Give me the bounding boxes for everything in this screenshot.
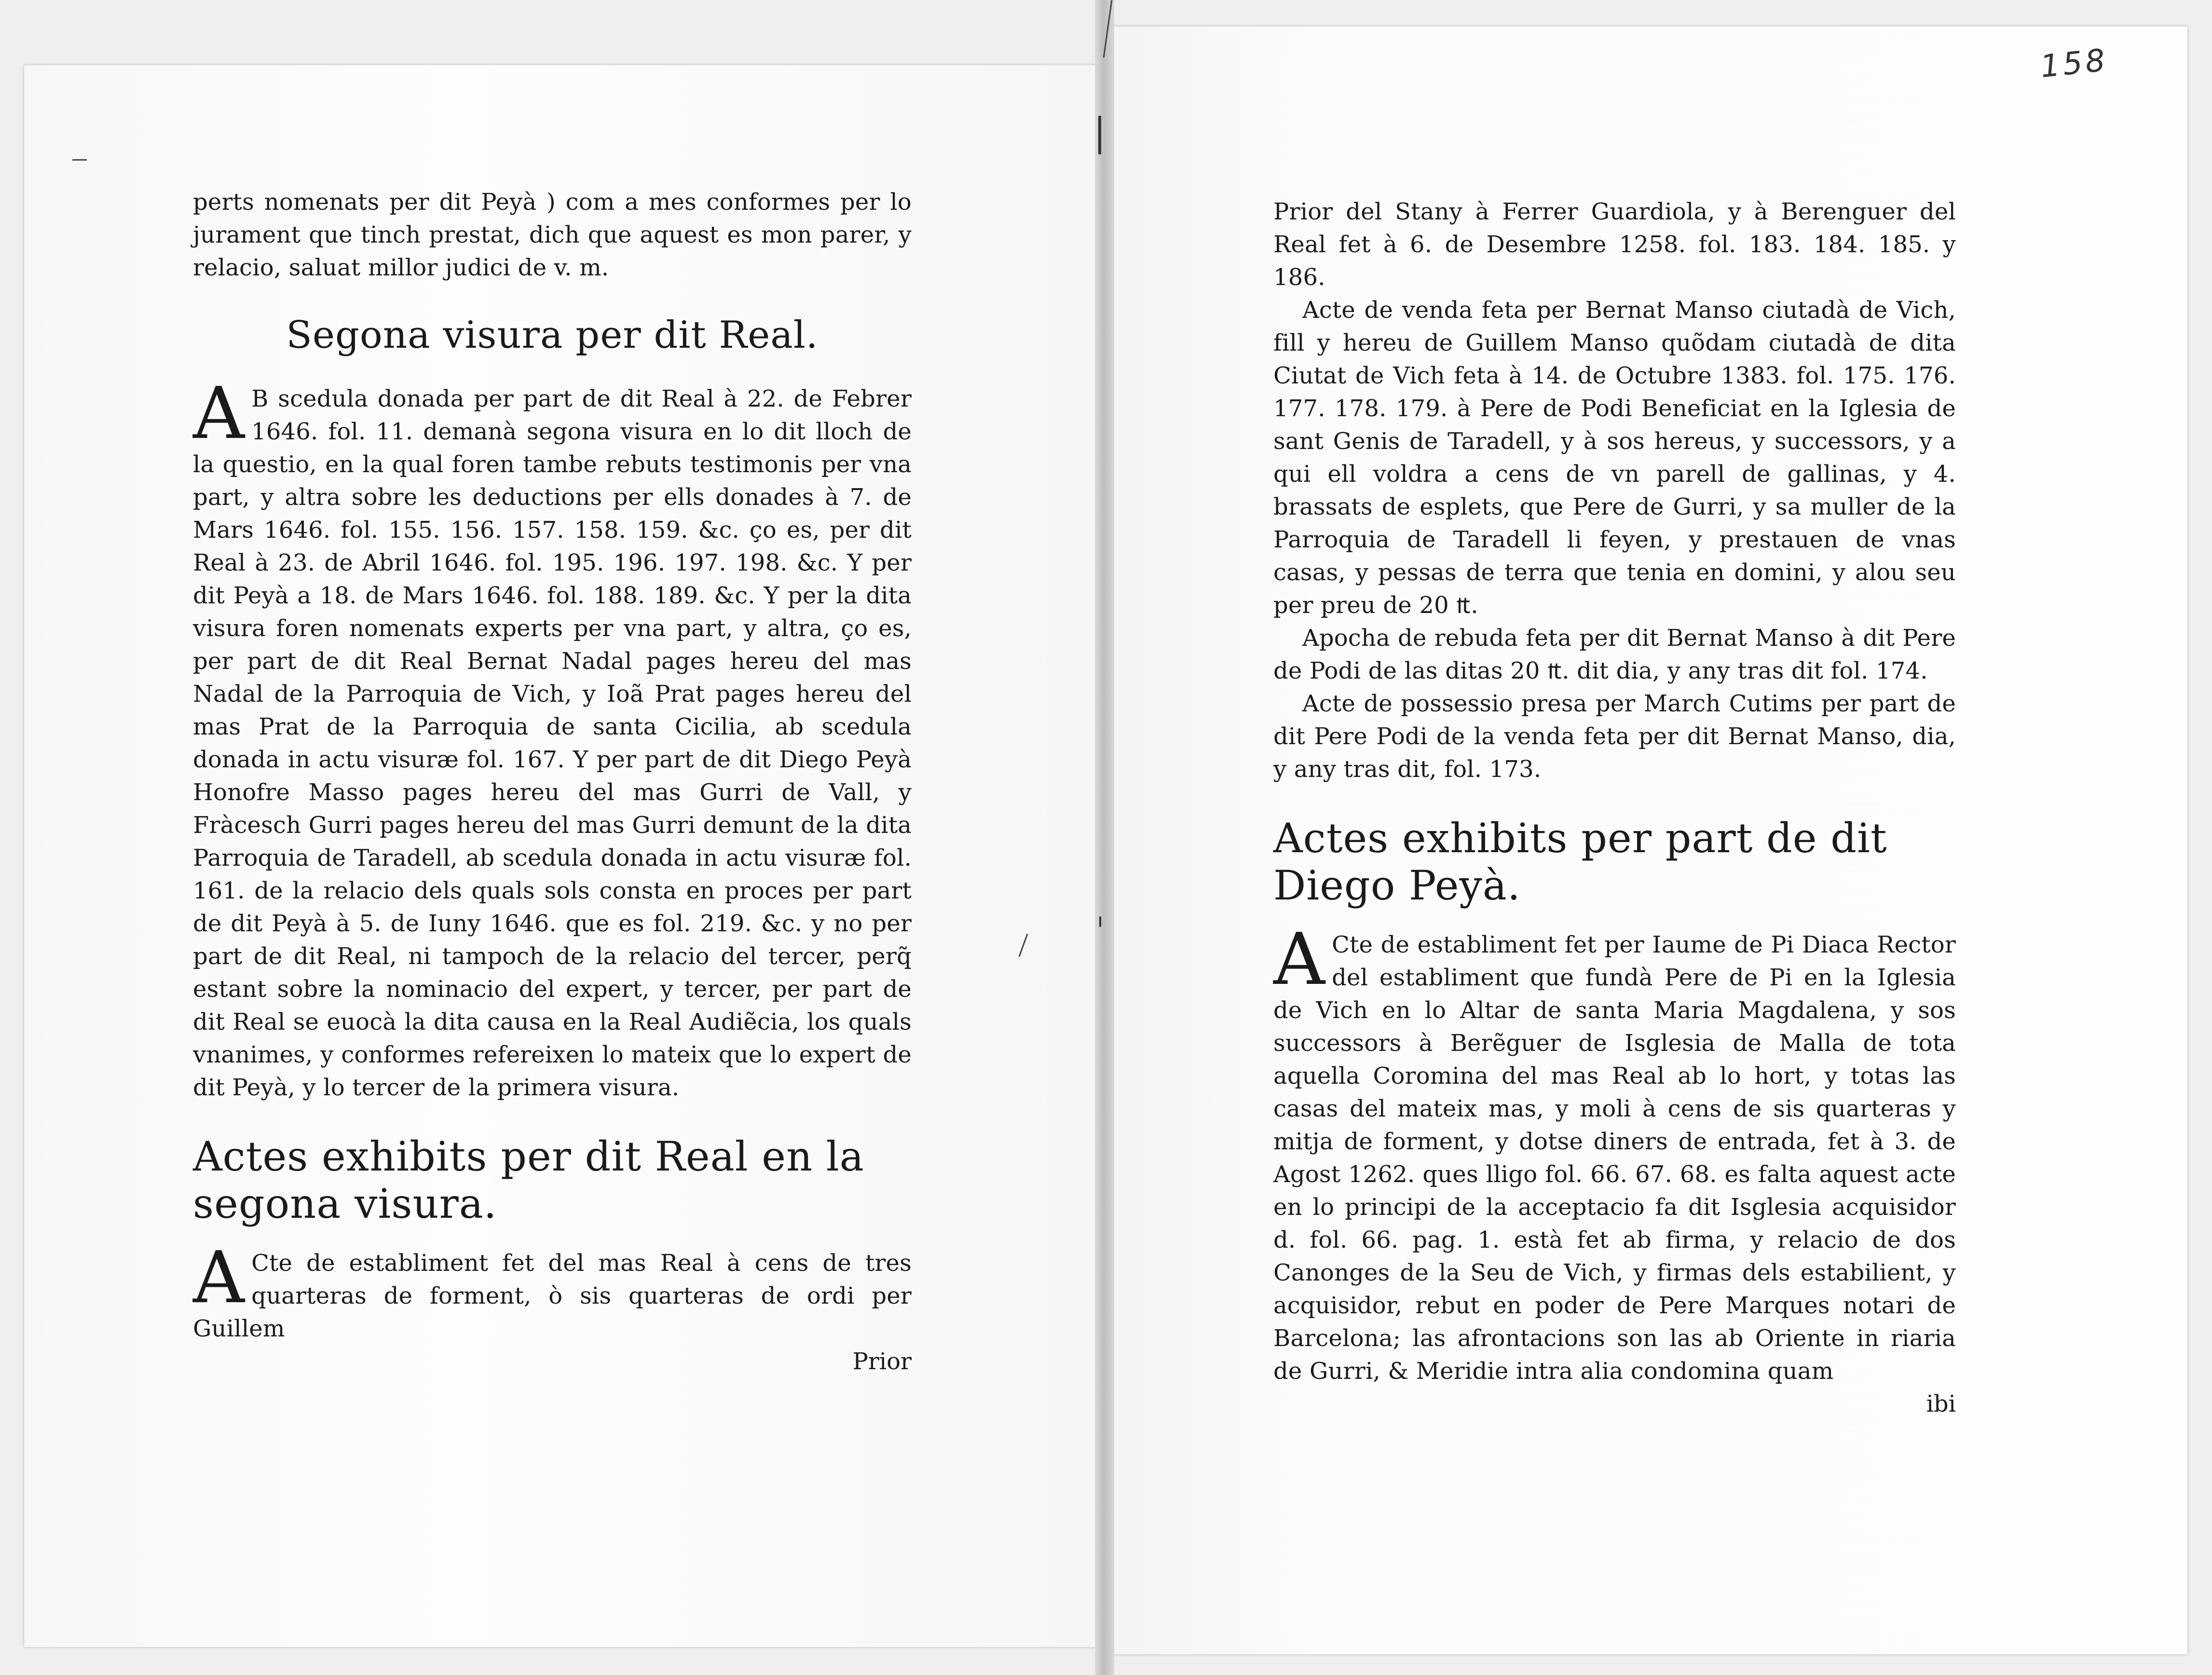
actes-real-paragraph: [193, 1236, 912, 1345]
left-opening-text: perts nomenats per dit Peyà ) com a mes conformes per lo jurament que tinch prestat, dich que aquest es mon parer, y relacio, saluat millor judici de v. m.: [193, 189, 912, 281]
right-column: [1273, 195, 1956, 1420]
right-opening-text: Prior del Stany à Ferrer Guardiola, y à Berenguer del Real fet à 6. de Desembre 1258. fol. 183. 184. 185. y 186.: [1273, 198, 1956, 291]
binding-mark: [1098, 116, 1101, 154]
acte-venda-paragraph: Acte de venda feta per Bernat Manso ciutadà de Vich, fill y hereu de Guillem Manso quõdam ciutadà de dita Ciutat de Vich feta à 14. de Octubre 1383. fol. 175. 176. 177. 178. 179. à Pere de Podi Beneficiat en la Iglesia de sant Genis de Taradell, y à sos hereus, y successors, y a qui ell voldra a cens de vn parell de gallinas, y 4. brassats de esplets, que Pere de Gurri, y sa muller de la Parroquia de Taradell li feyen, y prestauen de vnas casas, y pessas de terra que tenia en domini, y alou seu per preu de 20 ₶.: [1273, 297, 1956, 619]
drop-capital: A: [193, 372, 245, 455]
actes-real-text: Cte de establiment fet del mas Real à cens de tres quarteras de forment, ò sis quarteras de ordi per Guillem: [193, 1250, 912, 1342]
catchword: ibi: [1926, 1390, 1956, 1417]
actes-peya-paragraph: [1273, 918, 1956, 1388]
acte-possessio-paragraph: Acte de possessio presa per March Cutims per part de dit Pere Podi de la venda feta per dit Bernat Manso, dia, y any tras dit, fol. 173.: [1273, 690, 1956, 783]
section-heading-actes-real: Actes exhibits per dit Real en la segona visura.: [193, 1133, 864, 1227]
section-heading-segona-visura: Segona visura per dit Real.: [286, 313, 819, 357]
paper-mark: [72, 159, 87, 161]
folio-number: 158: [2038, 42, 2110, 85]
segona-visura-paragraph: [193, 372, 912, 1104]
apocha-paragraph: Apocha de rebuda feta per dit Bernat Manso à dit Pere de Podi de las ditas 20 ₶. dit dia, y any tras dit fol. 174.: [1273, 625, 1956, 684]
section-heading-actes-peya: Actes exhibits per part de dit Diego Peyà.: [1273, 815, 1887, 909]
book-gutter: [1095, 0, 1114, 1675]
drop-capital: A: [1273, 918, 1325, 1001]
catchword: Prior: [852, 1348, 912, 1375]
actes-peya-text: Cte de establiment fet per Iaume de Pi Diaca Rector del establiment que fundà Pere de Pi en la Iglesia de Vich en lo Altar de santa Maria Magdalena, y sos successors à Berẽguer de Isglesia de Malla de tota aquella Coromina del mas Real ab lo hort, y totas las casas del mateix mas, y moli à cens de sis quarteras y mitja de forment, y dotse diners de entrada, fet à 3. de Agost 1262. ques lligo fol. 66. 67. 68. es falta aquest acte en lo principi de la acceptacio fa dit Isglesia acquisidor d. fol. 66. pag. 1. està fet ab firma, y relacio de dos Canonges de la Seu de Vich, y firmas dels estabilient, y acquisidor, rebut en poder de Pere Marques notari de Barcelona; las afrontacions son las ab Oriente in riaria de Gurri, & Meridie intra alia condomina quam: [1273, 931, 1956, 1385]
binding-mark: [1099, 916, 1101, 927]
segona-visura-text: B scedula donada per part de dit Real à 22. de Febrer 1646. fol. 11. demanà segona visura en lo dit lloch de la questio, en la qual foren tambe rebuts testimonis per vna part, y altra sobre les deductions per ells donades à 7. de Mars 1646. fol. 155. 156. 157. 158. 159. &c. ço es, per dit Real à 23. de Abril 1646. fol. 195. 196. 197. 198. &c. Y per dit Peyà a 18. de Mars 1646. fol. 188. 189. &c. Y per la dita visura foren nomenats experts per vna part, y altra, ço es, per part de dit Real Bernat Nadal pages hereu del mas Nadal de la Parroquia de Vich, y Ioã Prat pages hereu del mas Prat de la Parroquia de santa Cicilia, ab scedula donada in actu visuræ fol. 167. Y per part de dit Diego Peyà Honofre Masso pages hereu del mas Gurri de Vall, y Fràcesch Gurri pages hereu del mas Gurri demunt de la dita Parroquia de Taradell, ab scedula donada in actu visuræ fol. 161. de la relacio dels quals sols consta en proces per part de dit Peyà à 5. de Iuny 1646. que es fol. 219. &c. y no per part de dit Real, ni tampoch de la relacio del tercer, perq̃ estant sobre la nominacio del expert, y tercer, per part de dit Real se euocà la dita causa en la Real Audiẽcia, los quals vnanimes, y conformes refereixen lo mateix que lo expert de dit Peyà, y lo tercer de la primera visura.: [193, 385, 912, 1101]
drop-capital: A: [193, 1236, 245, 1319]
left-column: [193, 186, 912, 1378]
